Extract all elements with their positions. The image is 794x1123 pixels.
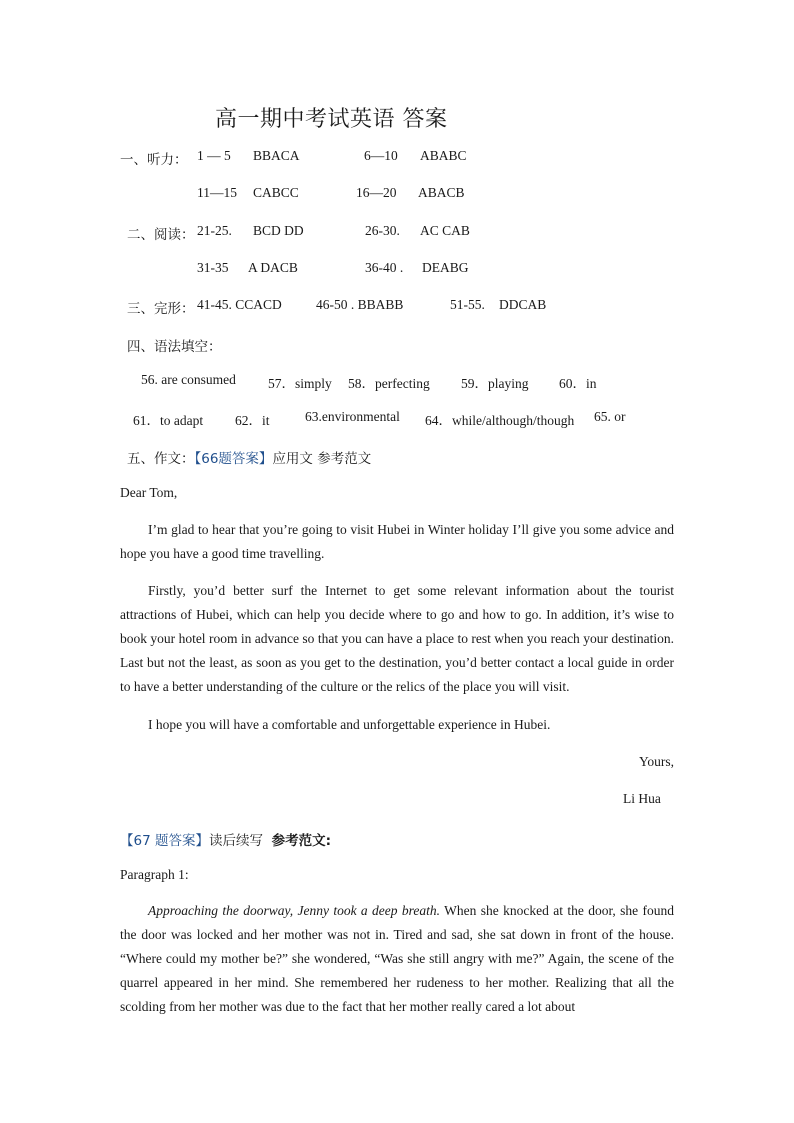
grammar-answer: 63.environmental: [305, 409, 400, 424]
sample-label: 参考范文:: [271, 833, 331, 849]
letter-greeting: Dear Tom,: [120, 485, 178, 500]
answer-key: BBACA: [253, 148, 300, 163]
answer-group: 41-45. CCACD: [197, 297, 282, 312]
section-label: 一、听力：: [120, 152, 188, 168]
answer-range: 31-35: [197, 260, 229, 275]
grammar-answer: 60．in: [559, 376, 597, 391]
answer-key: ABABC: [420, 148, 467, 163]
grammar-answer: 58．perfecting: [348, 376, 430, 391]
grammar-answer: 62．it: [235, 413, 270, 428]
continuation-paragraph: [120, 899, 674, 1019]
page-title: 高一期中考试英语 答案: [215, 107, 448, 132]
question-type: 读后续写: [208, 833, 263, 849]
answer-key: AC CAB: [420, 223, 470, 238]
answer-key: BCD DD: [253, 223, 304, 238]
letter-closing: Yours,: [638, 754, 674, 769]
section-label: 四、语法填空：: [127, 339, 222, 355]
letter-paragraph: Firstly, you’d better surf the Internet to get some relevant information about the tourist attractions of Hubei, which can help you decide where to go and how to go. In addition, it’s wise to book your hotel room in advance so that you can have a place to rest when you reach your destination. Last but not the least, as soon as you get to the destination, you’d better contact a local guide in order to have a better understanding of the culture or the relics of the place you will visit.: [120, 583, 674, 694]
answer-range: 51-55.: [450, 297, 485, 312]
grammar-answer: 61．to adapt: [133, 413, 204, 428]
answer-key: DDCAB: [499, 297, 547, 312]
paragraph-label: Paragraph 1:: [120, 867, 189, 882]
grammar-answer: 56. are consumed: [141, 372, 236, 387]
grammar-answer: 57．simply: [268, 376, 332, 391]
answer-range: 1 — 5: [197, 148, 231, 163]
given-opening-sentence: Approaching the doorway, Jenny took a deep breath.: [148, 903, 441, 918]
answer-range: 16—20: [356, 185, 397, 200]
question-tag: 【66题答案】: [194, 451, 273, 467]
answer-range: 26-30.: [365, 223, 400, 238]
answer-key: A DACB: [248, 260, 298, 275]
section-label: 五、作文：: [127, 451, 195, 467]
answer-key: ABACB: [418, 185, 465, 200]
answer-group: 46-50 . BBABB: [316, 297, 404, 312]
answer-range: 36-40 .: [365, 260, 404, 275]
answer-key: DEABG: [422, 260, 469, 275]
answer-range: 11—15: [197, 185, 237, 200]
section-label: 三、完形：: [127, 301, 195, 317]
answer-range: 21-25.: [197, 223, 232, 238]
grammar-answer: 64．while/although/though: [425, 413, 575, 428]
grammar-answer: 65. or: [594, 409, 626, 424]
letter-signature: Li Hua: [623, 791, 661, 806]
question-tag: 【67 题答案】: [120, 833, 209, 849]
answer-key: CABCC: [253, 185, 299, 200]
letter-paragraph: I hope you will have a comfortable and unforgettable experience in Hubei.: [148, 717, 551, 732]
letter-paragraph: I’m glad to hear that you’re going to visit Hubei in Winter holiday I’ll give you some advice and hope you have a good time travelling.: [120, 522, 674, 561]
answer-range: 6—10: [364, 148, 398, 163]
grammar-answer: 59．playing: [461, 376, 529, 391]
q67-heading: [120, 829, 331, 849]
section-writing-heading: [127, 447, 371, 467]
continuation-body: When she knocked at the door, she found the door was locked and her mother was not in. Tired and sad, she sat down in front of the house. “Where could my mother be?” she wondered, “Was she still angry with me?” Again, the scene of the quarrel appeared in her mind. She remembered her rudeness to her mother. Realizing that all the scolding from her mother was due to the fact that her mother really cared a lot about: [120, 903, 675, 1014]
section-label: 二、阅读：: [127, 227, 195, 243]
question-type: 应用文 参考范文: [272, 451, 372, 467]
